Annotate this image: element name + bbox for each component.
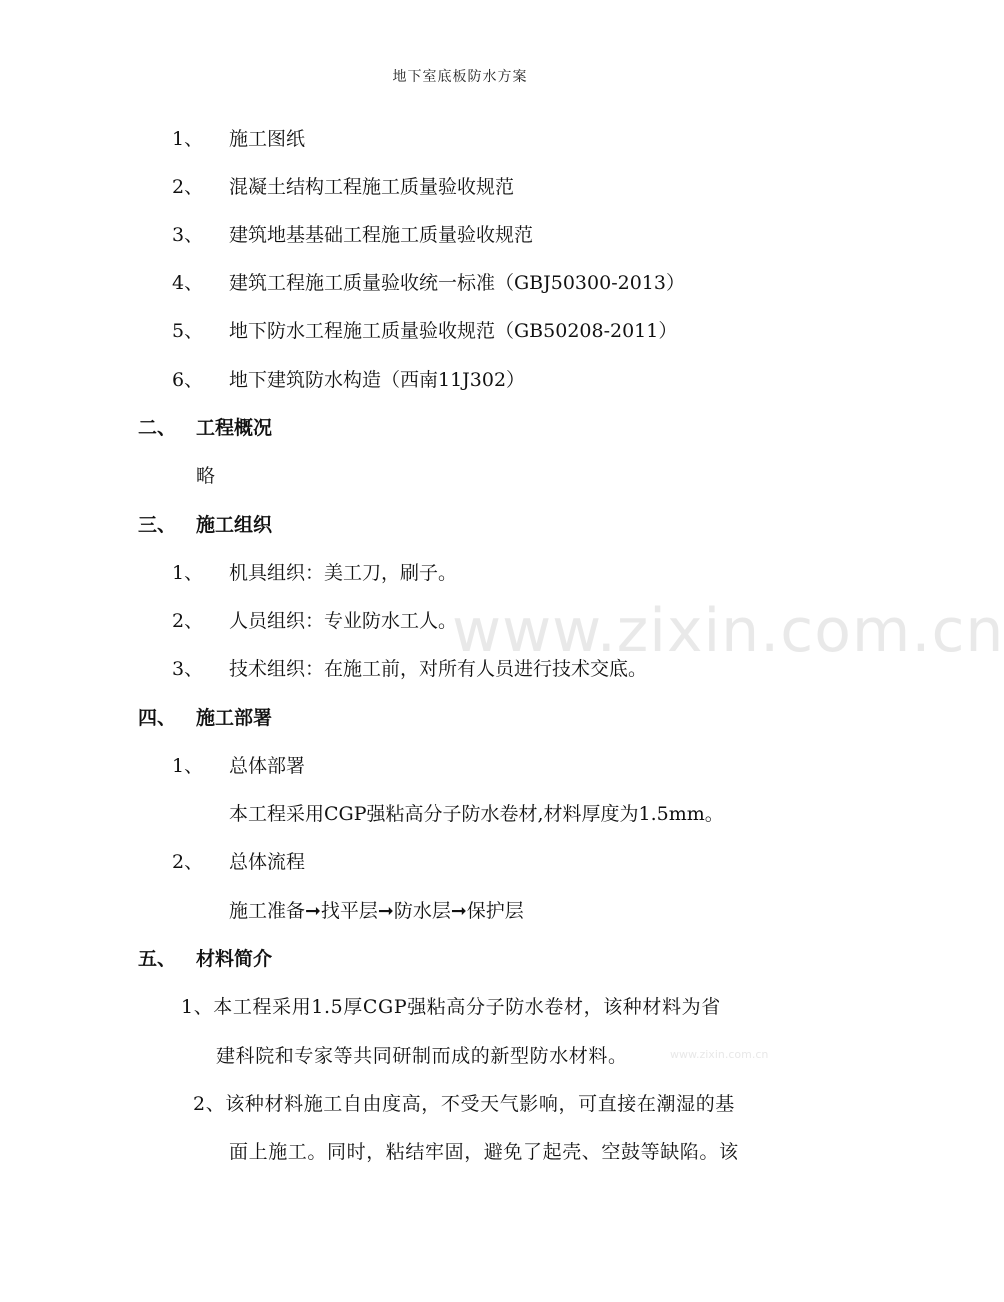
paragraph-line: 2、该种材料施工自由度高，不受天气影响，可直接在潮湿的基 — [193, 1093, 735, 1115]
list-text: 总体部署 — [229, 755, 306, 777]
watermark: www.zixin.com.cn — [452, 596, 1004, 666]
list-number: 1、 — [172, 755, 204, 777]
list-number: 2、 — [172, 851, 204, 873]
list-number: 6、 — [172, 369, 204, 391]
list-number: 4、 — [172, 272, 204, 294]
list-text: 技术组织：在施工前，对所有人员进行技术交底。 — [229, 658, 648, 680]
small-watermark: www.zixin.com.cn — [670, 1048, 769, 1061]
section-number: 二、 — [138, 417, 177, 439]
list-text: 建筑地基基础工程施工质量验收规范 — [229, 224, 534, 246]
process-flow: 施工准备➞找平层➞防水层➞保护层 — [229, 900, 524, 922]
list-text: 地下防水工程施工质量验收规范（GB50208-2011） — [229, 320, 678, 342]
section-number: 五、 — [138, 948, 177, 970]
list-number: 3、 — [172, 224, 204, 246]
paragraph-line: 面上施工。同时，粘结牢固，避免了起壳、空鼓等缺陷。该 — [229, 1141, 739, 1163]
list-number: 5、 — [172, 320, 204, 342]
list-number: 1、 — [172, 562, 204, 584]
section-body: 略 — [196, 465, 216, 487]
section-number: 三、 — [138, 514, 177, 536]
list-text: 人员组织：专业防水工人。 — [229, 610, 458, 632]
section-title: 材料简介 — [196, 948, 273, 970]
list-text: 建筑工程施工质量验收统一标准（GBJ50300-2013） — [229, 272, 685, 294]
list-text: 总体流程 — [229, 851, 306, 873]
section-title: 施工部署 — [196, 707, 273, 729]
section-title: 工程概况 — [196, 417, 273, 439]
list-text: 机具组织：美工刀，刷子。 — [229, 562, 458, 584]
list-number: 3、 — [172, 658, 204, 680]
page-header: 地下室底板防水方案 — [392, 69, 528, 85]
paragraph-line: 建科院和专家等共同研制而成的新型防水材料。 — [216, 1045, 628, 1067]
list-text: 施工图纸 — [229, 128, 306, 150]
section-number: 四、 — [138, 707, 177, 729]
list-number: 1、 — [172, 128, 204, 150]
section-title: 施工组织 — [196, 514, 273, 536]
paragraph: 本工程采用CGP强粘高分子防水卷材,材料厚度为1.5mm。 — [229, 803, 724, 825]
list-number: 2、 — [172, 610, 204, 632]
list-text: 混凝土结构工程施工质量验收规范 — [229, 176, 515, 198]
list-number: 2、 — [172, 176, 204, 198]
paragraph-line: 1、本工程采用1.5厚CGP强粘高分子防水卷材，该种材料为省 — [181, 996, 721, 1018]
list-text: 地下建筑防水构造（西南11J302） — [229, 369, 526, 391]
